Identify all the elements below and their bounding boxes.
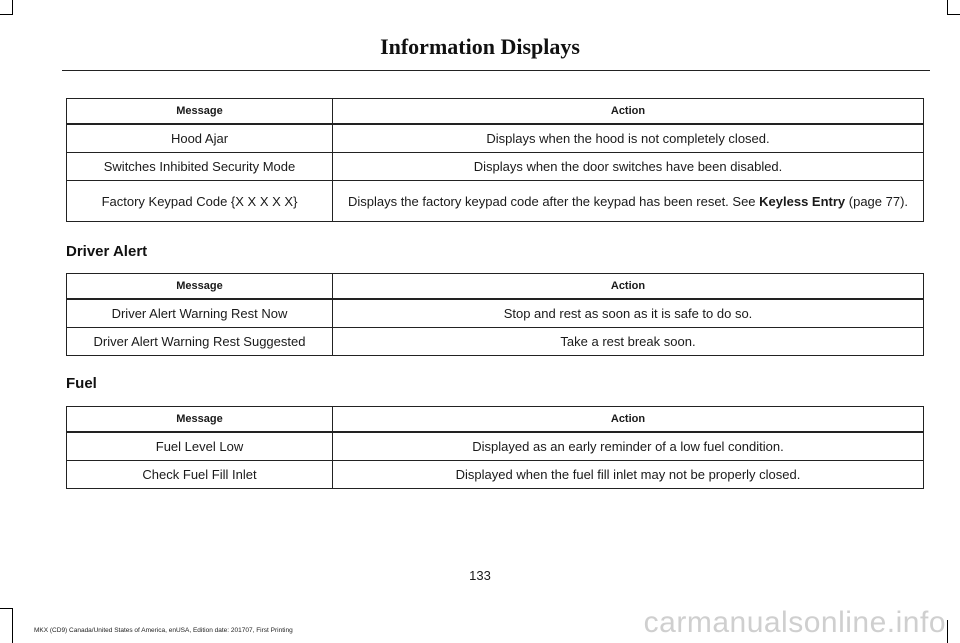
page-number: 133	[469, 568, 491, 583]
edition-footer: MKX (CD9) Canada/United States of America, enUSA, Edition date: 201707, First Printing	[34, 627, 293, 634]
section-heading-driver-alert: Driver Alert	[66, 243, 148, 260]
action-cell: Displays when the hood is not completely closed.	[333, 124, 924, 153]
table-header-row	[67, 99, 924, 125]
message-cell: Hood Ajar	[67, 124, 333, 153]
crop-mark	[947, 14, 960, 15]
column-header-action: Action	[333, 407, 924, 433]
message-cell: Check Fuel Fill Inlet	[67, 461, 333, 489]
message-cell: Driver Alert Warning Rest Now	[67, 299, 333, 328]
table-row	[67, 299, 924, 328]
watermark: carmanualsonline.info	[643, 606, 946, 639]
column-header-action: Action	[333, 274, 924, 300]
action-cell: Displays when the door switches have been disabled.	[333, 153, 924, 181]
crop-mark	[947, 0, 948, 14]
action-cell: Displayed as an early reminder of a low fuel condition.	[333, 432, 924, 461]
action-text-page: (page 77).	[845, 193, 909, 209]
message-cell: Driver Alert Warning Rest Suggested	[67, 328, 333, 356]
table-row	[67, 181, 924, 222]
table-row	[67, 432, 924, 461]
crop-mark	[0, 608, 13, 609]
action-cell: Take a rest break soon.	[333, 328, 924, 356]
action-cell	[333, 181, 924, 222]
table-row	[67, 461, 924, 489]
title-divider	[62, 70, 930, 71]
crop-mark	[0, 14, 13, 15]
message-cell: Switches Inhibited Security Mode	[67, 153, 333, 181]
page-title: Information Displays	[380, 34, 580, 59]
table-row	[67, 328, 924, 356]
section-heading-fuel: Fuel	[66, 375, 97, 392]
table-row	[67, 124, 924, 153]
message-table-driver-alert	[66, 273, 924, 356]
action-cell: Displayed when the fuel fill inlet may not be properly closed.	[333, 461, 924, 489]
column-header-message: Message	[67, 407, 333, 433]
column-header-action: Action	[333, 99, 924, 125]
action-text: Displays the factory keypad code after the keypad has been reset. See	[347, 193, 760, 209]
table-header-row	[67, 407, 924, 433]
table-row	[67, 153, 924, 181]
message-table-fuel	[66, 406, 924, 489]
message-table-security	[66, 98, 924, 222]
action-cell: Stop and rest as soon as it is safe to do so.	[333, 299, 924, 328]
crop-mark	[947, 620, 948, 643]
crop-mark	[12, 608, 13, 643]
column-header-message: Message	[67, 99, 333, 125]
column-header-message: Message	[67, 274, 333, 300]
cross-reference-link[interactable]: Keyless Entry	[759, 193, 846, 209]
message-cell: Factory Keypad Code {X X X X X}	[67, 181, 333, 222]
crop-mark	[12, 0, 13, 14]
message-cell: Fuel Level Low	[67, 432, 333, 461]
table-header-row	[67, 274, 924, 300]
